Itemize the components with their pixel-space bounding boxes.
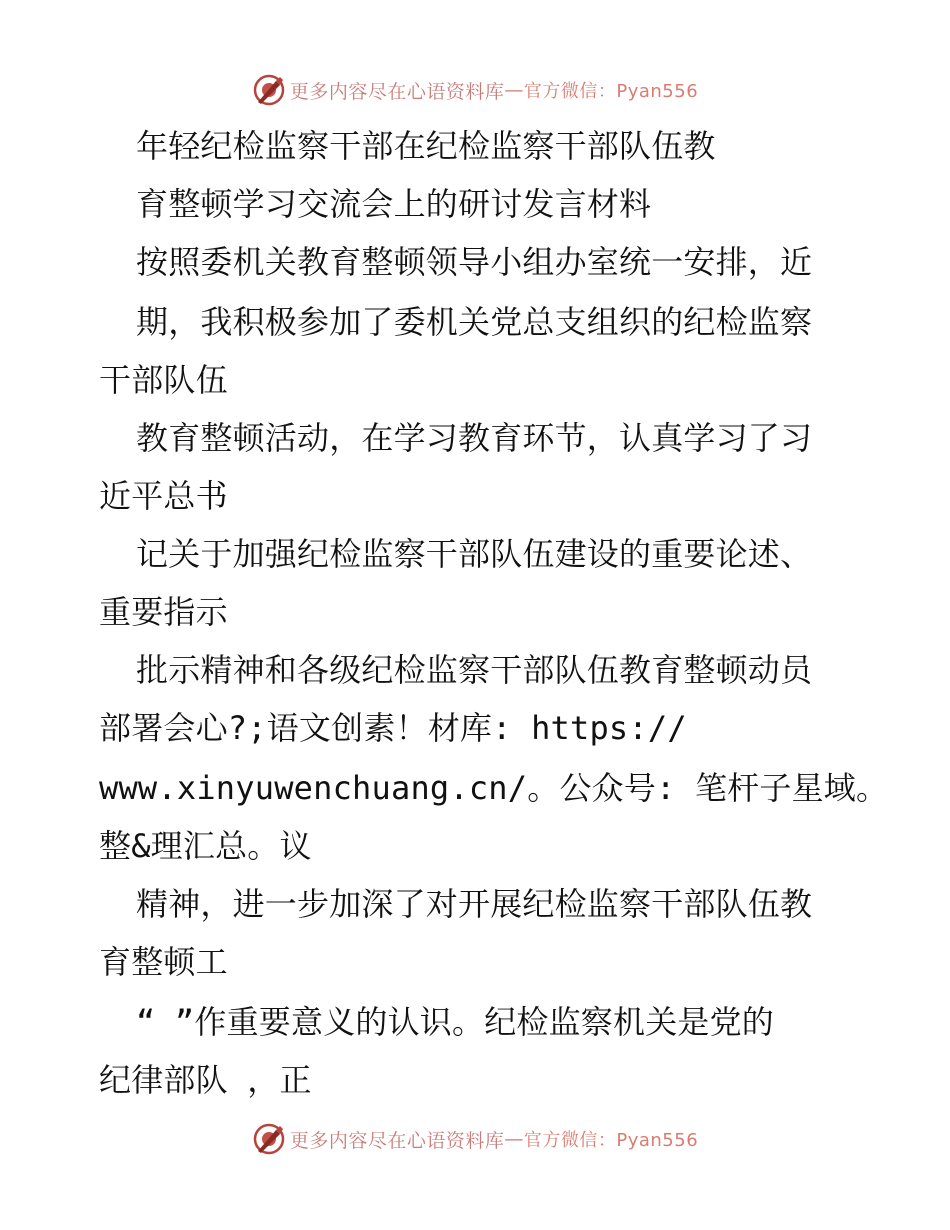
body-line-14: 精神，进一步加深了对开展纪检监察干部队伍教 bbox=[136, 885, 813, 923]
header-dash: — bbox=[504, 79, 524, 101]
pen-logo-icon bbox=[252, 73, 286, 107]
body-line-5: 干部队伍 bbox=[99, 361, 228, 399]
body-line-2: 育整顿学习交流会上的研讨发言材料 bbox=[136, 185, 652, 223]
body-line-17: 纪律部队 ，正 bbox=[99, 1061, 312, 1099]
footer-wechat-text: 官方微信：Pyan556 bbox=[523, 1130, 699, 1151]
body-line-7: 近平总书 bbox=[99, 477, 228, 515]
body-line-4: 期，我积极参加了委机关党总支组织的纪检监察 bbox=[136, 303, 813, 341]
body-line-10: 批示精神和各级纪检监察干部队伍教育整顿动员 bbox=[136, 651, 813, 689]
header-promo-text: 更多内容尽在心语资料库 bbox=[289, 80, 505, 103]
pen-logo-icon bbox=[252, 1122, 286, 1156]
body-line-3: 按照委机关教育整顿领导小组办室统一安排，近 bbox=[136, 243, 813, 281]
body-line-16: “ ”作重要意义的认识。纪检监察机关是党的 bbox=[136, 1003, 774, 1041]
footer-promo-text: 更多内容尽在心语资料库 bbox=[289, 1129, 505, 1152]
header-wechat-text: 官方微信：Pyan556 bbox=[523, 81, 699, 102]
body-line-9: 重要指示 bbox=[99, 593, 228, 631]
body-line-8: 记关于加强纪检监察干部队伍建设的重要论述、 bbox=[136, 535, 813, 573]
body-line-13: 整&理汇总。议 bbox=[99, 827, 312, 865]
body-line-11: 部署会心?;语文创素！材库: https:// bbox=[99, 709, 687, 747]
body-line-12: www.xinyuwenchuang.cn/。公众号: 笔杆子星域。 bbox=[99, 769, 889, 807]
footer-dash: — bbox=[504, 1128, 524, 1150]
footer-banner bbox=[0, 1119, 950, 1159]
header-banner bbox=[0, 70, 950, 110]
body-line-6: 教育整顿活动，在学习教育环节，认真学习了习 bbox=[136, 419, 813, 457]
body-line-1: 年轻纪检监察干部在纪检监察干部队伍教 bbox=[136, 127, 716, 165]
body-line-15: 育整顿工 bbox=[99, 943, 228, 981]
